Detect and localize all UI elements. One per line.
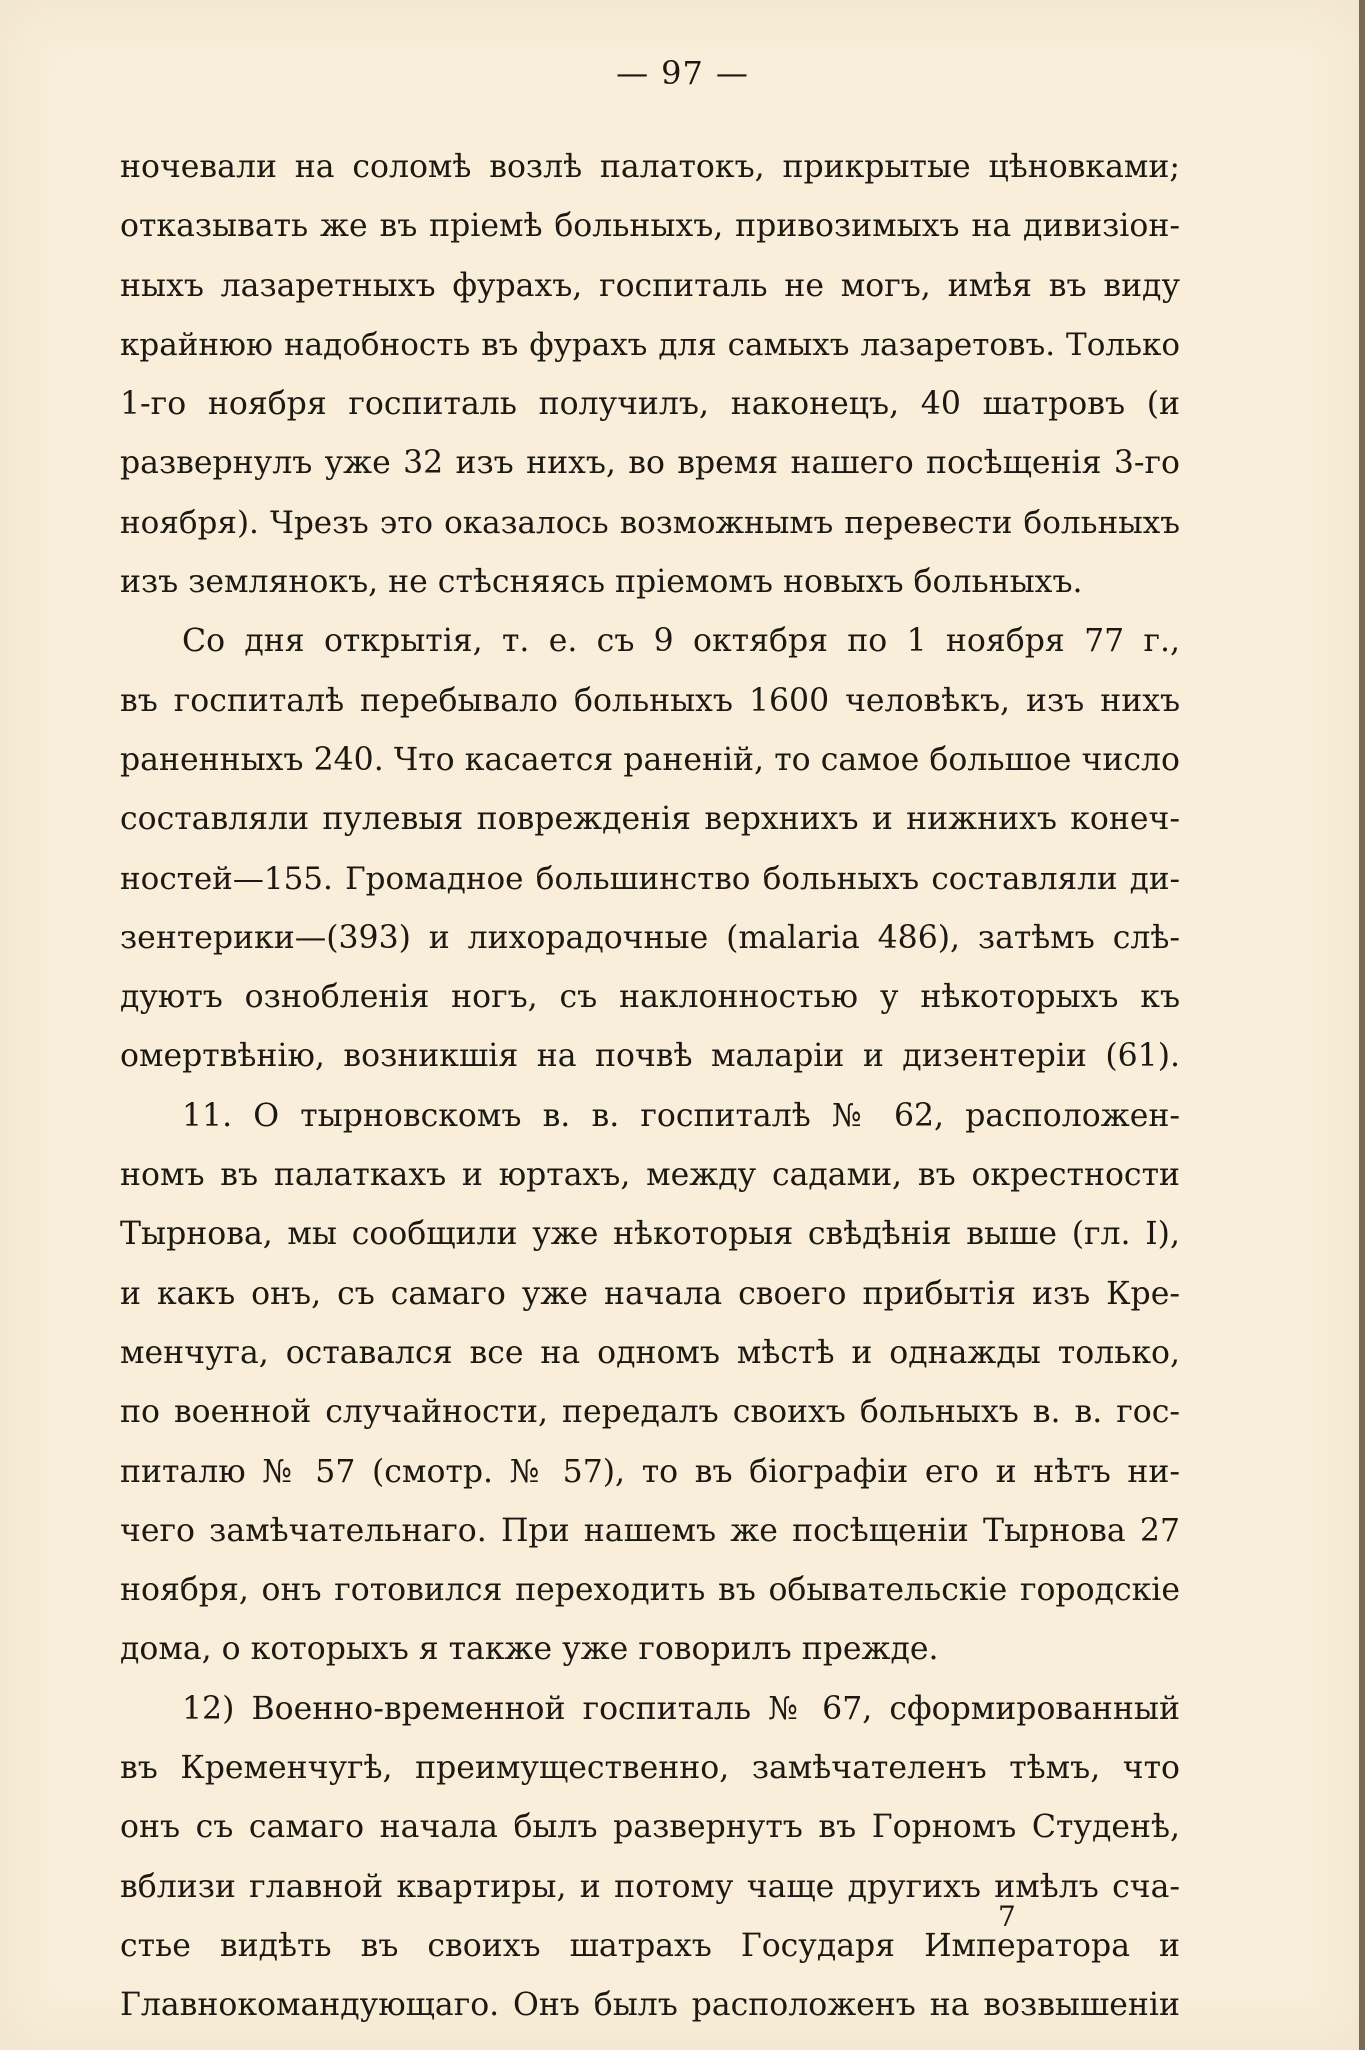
text-line: изъ землянокъ, не стѣсняясь пріемомъ новыхъ больныхъ.: [120, 564, 1083, 601]
text-line: и какъ онъ, съ самаго уже начала своего прибытія изъ Кре-: [120, 1275, 1180, 1312]
text-line: вблизи главной квартиры, и потому чаще другихъ имѣлъ сча-: [120, 1868, 1180, 1905]
text-line: раненныхъ 240. Что касается раненій, то самое большое число: [120, 741, 1180, 778]
text-line: ноября, онъ готовился переходить въ обывательскіе городскіе: [120, 1572, 1180, 1609]
text-line: ночевали на соломѣ возлѣ палатокъ, прикрытые цѣновками;: [120, 149, 1180, 185]
body-text: [120, 138, 1180, 2036]
text-line: Тырнова, мы сообщили уже нѣкоторыя свѣдѣнія выше (гл. I),: [120, 1216, 1180, 1253]
page-edge: [1359, 0, 1365, 2050]
text-line: ностей—155. Громадное большинство больныхъ составляли ди-: [120, 860, 1180, 897]
text-line: развернулъ уже 32 изъ нихъ, во время нашего посѣщенія 3-го: [120, 445, 1180, 482]
text-line: 1-го ноября госпиталь получилъ, наконецъ, 40 шатровъ (и: [120, 386, 1180, 423]
text-line: крайнюю надобность въ фурахъ для самыхъ лазаретовъ. Только: [120, 326, 1180, 363]
text-line: 12) Военно-временной госпиталь № 67, сформированный: [182, 1690, 1180, 1727]
text-line: менчуга, оставался все на одномъ мѣстѣ и однажды только,: [120, 1334, 1180, 1371]
text-line: составляли пулевыя поврежденія верхнихъ и нижнихъ конеч-: [120, 801, 1180, 838]
text-line: омертвѣнію, возникшія на почвѣ маларіи и дизентеріи (61).: [120, 1038, 1180, 1075]
text-line: по военной случайности, передалъ своихъ больныхъ в. в. гос-: [120, 1394, 1180, 1431]
text-line: онъ съ самаго начала былъ развернутъ въ Горномъ Студенѣ,: [120, 1809, 1180, 1846]
page-number: 97: [661, 54, 704, 92]
text-line: отказывать же въ пріемѣ больныхъ, привозимыхъ на дивизіон-: [120, 208, 1180, 245]
text-line: стье видѣть въ своихъ шатрахъ Государя Императора и: [120, 1927, 1180, 1964]
text-line: питалю № 57 (смотр. № 57), то въ біографіи его и нѣтъ ни-: [120, 1453, 1180, 1490]
text-line: въ Кременчугѣ, преимущественно, замѣчателенъ тѣмъ, что: [120, 1750, 1180, 1787]
text-line: ноября). Чрезъ это оказалось возможнымъ перевести больныхъ: [120, 504, 1180, 541]
text-line: зентерики—(393) и лихорадочные (malaria 486), затѣмъ слѣ-: [120, 919, 1180, 956]
text-line: дома, о которыхъ я также уже говорилъ прежде.: [120, 1631, 939, 1668]
text-line: въ госпиталѣ перебывало больныхъ 1600 человѣкъ, изъ нихъ: [120, 682, 1180, 719]
page-header: [0, 54, 1365, 92]
signature-mark: 7: [998, 1900, 1016, 1933]
text-line: ныхъ лазаретныхъ фурахъ, госпиталь не могъ, имѣя въ виду: [120, 267, 1180, 304]
header-dash-right: —: [715, 54, 749, 92]
text-line: чего замѣчательнаго. При нашемъ же посѣщеніи Тырнова 27: [120, 1512, 1180, 1549]
text-line: Главнокомандующаго. Онъ былъ расположенъ на возвышеніи: [120, 1987, 1180, 2024]
text-line: дуютъ ознобленія ногъ, съ наклонностью у нѣкоторыхъ къ: [120, 979, 1180, 1016]
text-line: 11. О тырновскомъ в. в. госпиталѣ № 62, расположен-: [182, 1097, 1180, 1134]
header-dash-left: —: [616, 54, 650, 92]
text-line: Со дня открытія, т. е. съ 9 октября по 1 ноября 77 г.,: [182, 623, 1180, 660]
text-line: номъ въ палаткахъ и юртахъ, между садами, въ окрестности: [120, 1157, 1180, 1194]
